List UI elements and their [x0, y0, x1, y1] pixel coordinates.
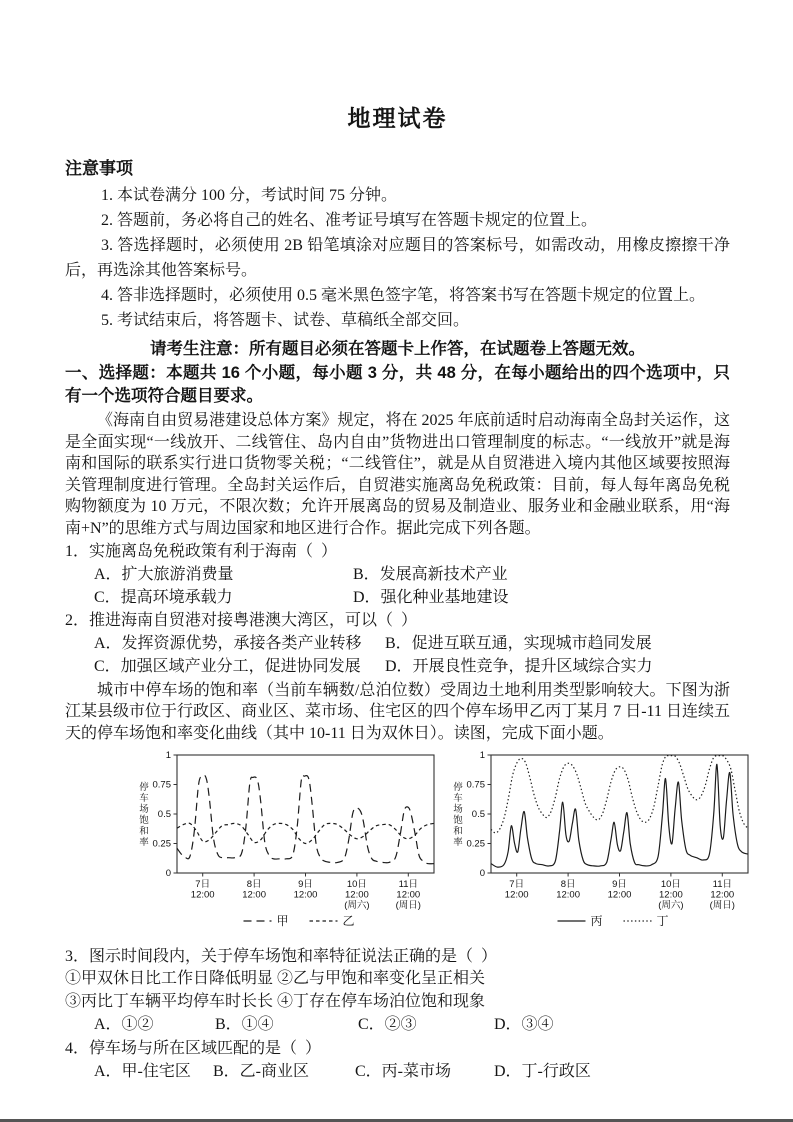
svg-text:12:00: 12:00 — [659, 889, 683, 901]
svg-text:12:00: 12:00 — [607, 889, 632, 901]
notice-item-1: 1. 本试卷满分 100 分，考试时间 75 分钟。 — [101, 187, 398, 204]
question-1-options — [65, 563, 730, 609]
svg-text:12:00: 12:00 — [345, 889, 369, 901]
svg-text:甲: 甲 — [276, 914, 289, 929]
q1-option-a: A．扩大旅游消费量 — [94, 565, 234, 583]
line-chart-svg — [135, 748, 443, 938]
chart-bing-ding — [449, 748, 757, 943]
chart-jia-yi — [135, 748, 443, 943]
svg-text:8日: 8日 — [246, 879, 262, 891]
svg-text:(周六): (周六) — [658, 900, 684, 912]
q3-option-c: C．②③ — [358, 1016, 417, 1034]
q3-statements-line-1: ①甲双休日比工作日降低明显 ②乙与甲饱和率变化呈正相关 — [65, 970, 486, 988]
svg-text:9日: 9日 — [298, 879, 313, 891]
svg-text:12:00: 12:00 — [242, 889, 266, 901]
svg-text:0: 0 — [479, 868, 485, 880]
svg-text:11日: 11日 — [712, 879, 732, 891]
q3-option-a: A．①② — [94, 1016, 154, 1034]
q1-option-c: C．提高环境承载力 — [94, 588, 233, 606]
svg-text:11日: 11日 — [398, 879, 418, 891]
svg-text:0.5: 0.5 — [471, 809, 485, 821]
notice-item-4: 4. 答非选择题时，必须使用 0.5 毫米黑色签字笔，将答案书写在答题卡规定的位置上。 — [101, 287, 706, 304]
svg-text:7日: 7日 — [195, 879, 211, 891]
svg-text:乙: 乙 — [342, 914, 355, 929]
svg-text:停: 停 — [453, 782, 463, 794]
svg-text:0.25: 0.25 — [466, 838, 485, 850]
passage-hainan: 《海南自由贸易港建设总体方案》规定，将在 2025 年底前适时启动海南全岛封关运作，这是全面实现“一线放开、二线管住、岛内自由”货物进出口管理制度的标志。“一线放开”就是海南和国际的联系实行进口货物零关税；“二线管住”，就是从自贸港进入境内其他区域要按照海关管理制度进行管理。全岛封关运作后，自贸港实施离岛免税政策：目前，每人每年离岛免税购物额度为 10 万元，不限次数；允许开展离岛的贸易及制造业、服务业和金融业联系，用“海南+N”的思维方式与周边国家和地区进行合作。据此完成下列各题。 — [65, 412, 730, 537]
q2-option-b: B．促进互联互通，实现城市趋同发展 — [385, 634, 652, 652]
svg-text:1: 1 — [479, 750, 485, 762]
notice-item-3: 3. 答选择题时，必须使用 2B 铅笔填涂对应题目的答案标号，如需改动，用橡皮擦擦干净后，再选涂其他答案标号。 — [65, 237, 730, 279]
svg-text:12:00: 12:00 — [556, 889, 580, 901]
answer-sheet-warning: 请考生注意：所有题目必须在答题卡上作答，在试题卷上答题无效。 — [150, 340, 645, 358]
question-4-stem: 4．停车场与所在区域匹配的是（ ） — [65, 1040, 322, 1058]
line-chart-svg — [449, 748, 757, 938]
q2-option-a: A．发挥资源优势，承接各类产业转移 — [94, 634, 362, 652]
svg-text:场: 场 — [139, 804, 149, 816]
svg-text:率: 率 — [139, 837, 149, 849]
q2-option-d: D．开展良性竞争，提升区域综合实力 — [385, 657, 653, 675]
svg-text:12:00: 12:00 — [396, 889, 421, 901]
svg-text:9日: 9日 — [612, 879, 627, 891]
svg-text:(周日): (周日) — [395, 900, 421, 912]
svg-text:丁: 丁 — [656, 914, 669, 929]
svg-text:和: 和 — [453, 826, 463, 838]
svg-text:饱: 饱 — [139, 815, 149, 827]
svg-text:0.75: 0.75 — [152, 779, 171, 791]
svg-text:12:00: 12:00 — [504, 889, 529, 901]
page-title: 地理试卷 — [347, 105, 448, 131]
q2-option-c: C．加强区域产业分工，促进协同发展 — [94, 657, 361, 675]
question-3-stem: 3．图示时间段内，关于停车场饱和率特征说法正确的是（ ） — [65, 948, 498, 966]
svg-text:(周六): (周六) — [344, 900, 370, 912]
q1-option-b: B．发展高新技术产业 — [353, 565, 508, 583]
q4-option-a: A．甲-住宅区 — [94, 1063, 191, 1081]
notice-heading: 注意事项 — [65, 159, 133, 178]
q4-option-c: C．丙-菜市场 — [355, 1063, 452, 1081]
svg-text:0.75: 0.75 — [466, 779, 485, 791]
notice-item-5: 5. 考试结束后，将答题卡、试卷、草稿纸全部交回。 — [101, 312, 470, 329]
svg-text:(周日): (周日) — [709, 900, 735, 912]
svg-text:8日: 8日 — [560, 879, 576, 891]
svg-text:丙: 丙 — [590, 914, 603, 929]
question-1-stem: 1．实施离岛免税政策有利于海南（ ） — [65, 542, 338, 560]
svg-text:车: 车 — [139, 793, 149, 805]
svg-text:10日: 10日 — [346, 879, 367, 891]
q4-option-b: B．乙-商业区 — [213, 1063, 310, 1081]
q3-option-d: D．③④ — [494, 1016, 554, 1034]
q3-statements-line-2: ③丙比丁车辆平均停车时长长 ④丁存在停车场泊位饱和现象 — [65, 992, 486, 1010]
svg-text:12:00: 12:00 — [293, 889, 318, 901]
svg-text:7日: 7日 — [509, 879, 525, 891]
svg-text:12:00: 12:00 — [190, 889, 215, 901]
svg-text:0.5: 0.5 — [157, 809, 171, 821]
svg-text:0: 0 — [165, 868, 171, 880]
question-2-stem: 2．推进海南自贸港对接粤港澳大湾区，可以（ ） — [65, 611, 418, 629]
svg-text:场: 场 — [453, 804, 463, 816]
svg-text:率: 率 — [453, 837, 463, 849]
svg-text:饱: 饱 — [453, 815, 463, 827]
svg-text:10日: 10日 — [660, 879, 681, 891]
svg-text:停: 停 — [139, 782, 149, 794]
q3-option-b: B．①④ — [215, 1016, 274, 1034]
question-3-options — [65, 1013, 730, 1037]
notice-item-2: 2. 答题前，务必将自己的姓名、准考证号填写在答题卡规定的位置上。 — [101, 212, 598, 229]
q4-option-d: D．丁-行政区 — [494, 1063, 591, 1081]
parking-saturation-charts — [135, 748, 735, 943]
svg-text:1: 1 — [165, 750, 171, 762]
question-4-options — [65, 1060, 730, 1084]
question-2-options — [65, 632, 730, 678]
svg-text:0.25: 0.25 — [152, 838, 171, 850]
svg-text:12:00: 12:00 — [710, 889, 735, 901]
q1-option-d: D．强化种业基地建设 — [353, 588, 509, 606]
svg-text:和: 和 — [139, 826, 149, 838]
passage-parking: 城市中停车场的饱和率（当前车辆数/总泊位数）受周边土地利用类型影响较大。下图为浙江某县级市位于行政区、商业区、菜市场、住宅区的四个停车场甲乙丙丁某月 7 日-11 日连续五天的停车场饱和率变化曲线（其中 10-11 日为双休日）。读图，完成下面小题。 — [65, 681, 730, 742]
svg-text:车: 车 — [453, 793, 463, 805]
section-1-heading: 一、选择题：本题共 16 个小题，每小题 3 分，共 48 分，在每小题给出的四个选项中，只有一个选项符合题目要求。 — [65, 364, 730, 405]
